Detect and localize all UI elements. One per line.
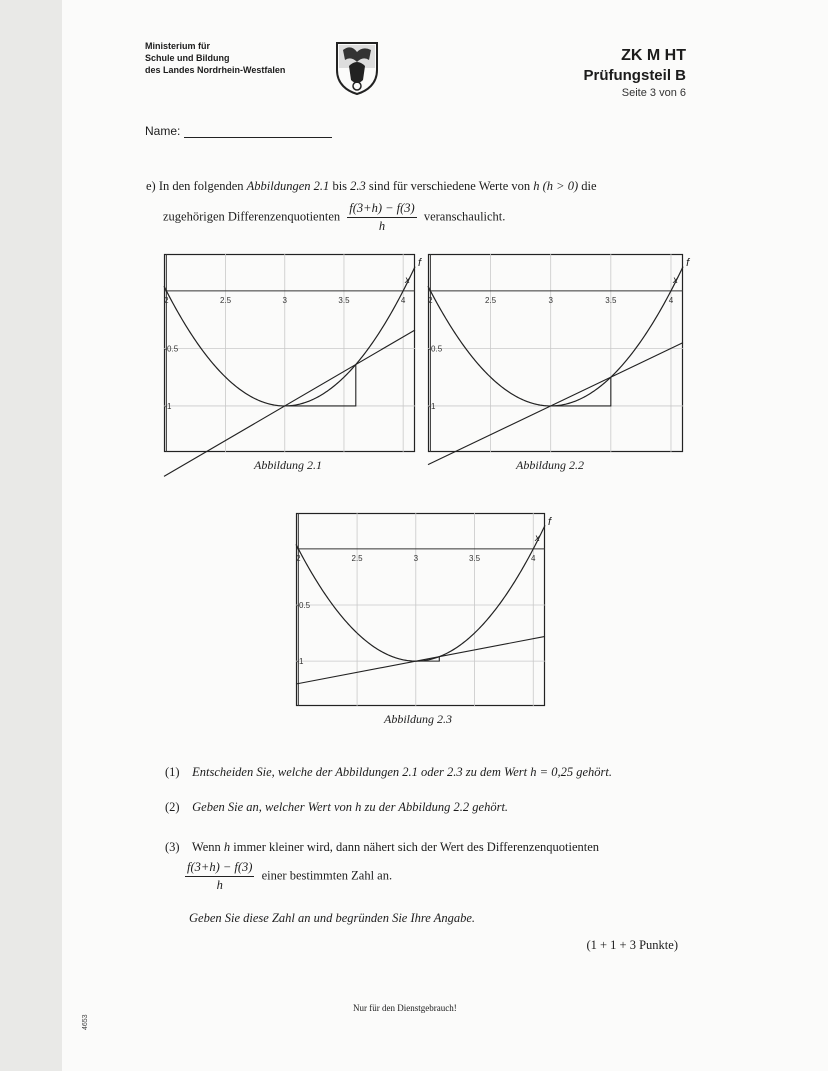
exam-part: Prüfungsteil B — [583, 67, 686, 84]
question-number: (2) — [165, 800, 180, 814]
question-text: einer bestimmten Zahl an. — [261, 868, 393, 883]
question-1 — [165, 762, 612, 782]
side-code: 4653 — [82, 1014, 89, 1030]
tick-label: -0.5 — [296, 601, 311, 611]
task-text: sind für verschiedene Werte von — [368, 179, 531, 193]
question-2 — [165, 797, 508, 817]
ministry-line: des Landes Nordrhein-Westfalen — [145, 65, 286, 75]
question-3 — [165, 837, 685, 928]
tick-label: -1 — [164, 401, 172, 411]
tick-label: 2 — [164, 295, 169, 305]
exam-code: ZK M HT — [621, 47, 686, 64]
tick-label: -1 — [296, 657, 304, 667]
plot-frame — [429, 255, 683, 452]
question-text: h — [223, 840, 231, 854]
question-number: (1) — [165, 765, 180, 779]
tick-label: 3 — [548, 295, 553, 305]
function-label: f — [548, 516, 552, 528]
name-line[interactable] — [184, 125, 332, 138]
question-text: gehört. — [576, 765, 612, 779]
tick-label: 3 — [282, 295, 287, 305]
figure-caption: Abbildung 2.3 — [384, 712, 452, 726]
ministry-header — [145, 40, 285, 76]
axis-label-x: x — [673, 274, 678, 286]
difference-quotient — [347, 200, 416, 235]
points-label: (1 + 1 + 3 Punkte) — [586, 938, 678, 952]
tick-label: 4 — [668, 295, 674, 305]
tick-label: 3.5 — [338, 295, 350, 305]
ministry-line: Schule und Bildung — [145, 53, 230, 63]
axis-label-x: x — [405, 274, 410, 286]
plot-frame — [165, 255, 415, 452]
tick-label: 2.5 — [220, 295, 232, 305]
axis-label-x: x — [535, 532, 540, 544]
nrw-crest-logo — [333, 40, 381, 96]
tick-label: 2 — [428, 295, 433, 305]
task-prefix: e) — [146, 179, 156, 193]
difference-quotient — [185, 859, 254, 894]
task-e — [146, 176, 688, 235]
name-field — [145, 124, 332, 138]
tick-label: 3.5 — [605, 295, 617, 305]
question-text: Wenn — [191, 840, 221, 854]
fraction-denominator: h — [378, 219, 386, 233]
task-text: zugehörigen Differenzenquotienten — [163, 209, 341, 224]
function-label: f — [418, 257, 422, 269]
figure-2-2 — [428, 254, 690, 452]
tick-label: 2.5 — [351, 553, 363, 563]
tick-label: -0.5 — [428, 344, 443, 354]
question-instruction: Geben Sie diese Zahl an und begründen Sie Ihre Angabe. — [189, 911, 476, 925]
ministry-line: Ministerium für — [145, 41, 211, 51]
tick-label: 2.5 — [484, 295, 497, 305]
function-label: f — [686, 257, 690, 269]
tick-label: 2 — [296, 553, 301, 563]
question-text: immer kleiner wird, dann nähert sich der Wert des Differenzenquotienten — [233, 840, 600, 854]
task-text: veranschaulicht. — [423, 209, 506, 224]
tick-label: 4 — [531, 553, 536, 563]
task-text: die — [581, 179, 597, 193]
page-info: Seite 3 von 6 — [621, 87, 686, 99]
task-text: In den folgenden — [158, 179, 244, 193]
task-text: h (h > 0) — [533, 179, 579, 193]
task-text: 2.3 — [350, 179, 366, 193]
name-label: Name: — [145, 124, 181, 138]
fraction-numerator: f(3+h) − f(3) — [185, 859, 254, 877]
question-value: h = 0,25 — [530, 765, 574, 779]
question-text: Geben Sie an, welcher Wert von h zu der Abbildung 2.2 gehört. — [192, 800, 509, 814]
tick-label: 3.5 — [468, 553, 481, 563]
tick-label: 3 — [413, 553, 419, 563]
tick-label: -0.5 — [164, 344, 179, 354]
tick-label: -1 — [428, 401, 436, 411]
figure-2-3 — [296, 513, 552, 706]
tick-label: 4 — [400, 295, 406, 305]
fraction-denominator: h — [216, 878, 223, 892]
task-text: Abbildungen 2.1 — [246, 179, 330, 193]
figure-2-1 — [164, 254, 422, 452]
question-text: Entscheiden Sie, welche der Abbildungen 2.1 oder 2.3 zu dem Wert — [192, 765, 528, 779]
fraction-numerator: f(3+h) − f(3) — [347, 200, 416, 218]
footer-note: Nur für den Dienstgebrauch! — [353, 1003, 457, 1013]
figure-caption: Abbildung 2.1 — [254, 458, 322, 472]
figure-caption: Abbildung 2.2 — [516, 458, 584, 472]
question-number: (3) — [165, 840, 180, 854]
exam-header — [583, 46, 686, 100]
task-text: bis — [332, 179, 348, 193]
